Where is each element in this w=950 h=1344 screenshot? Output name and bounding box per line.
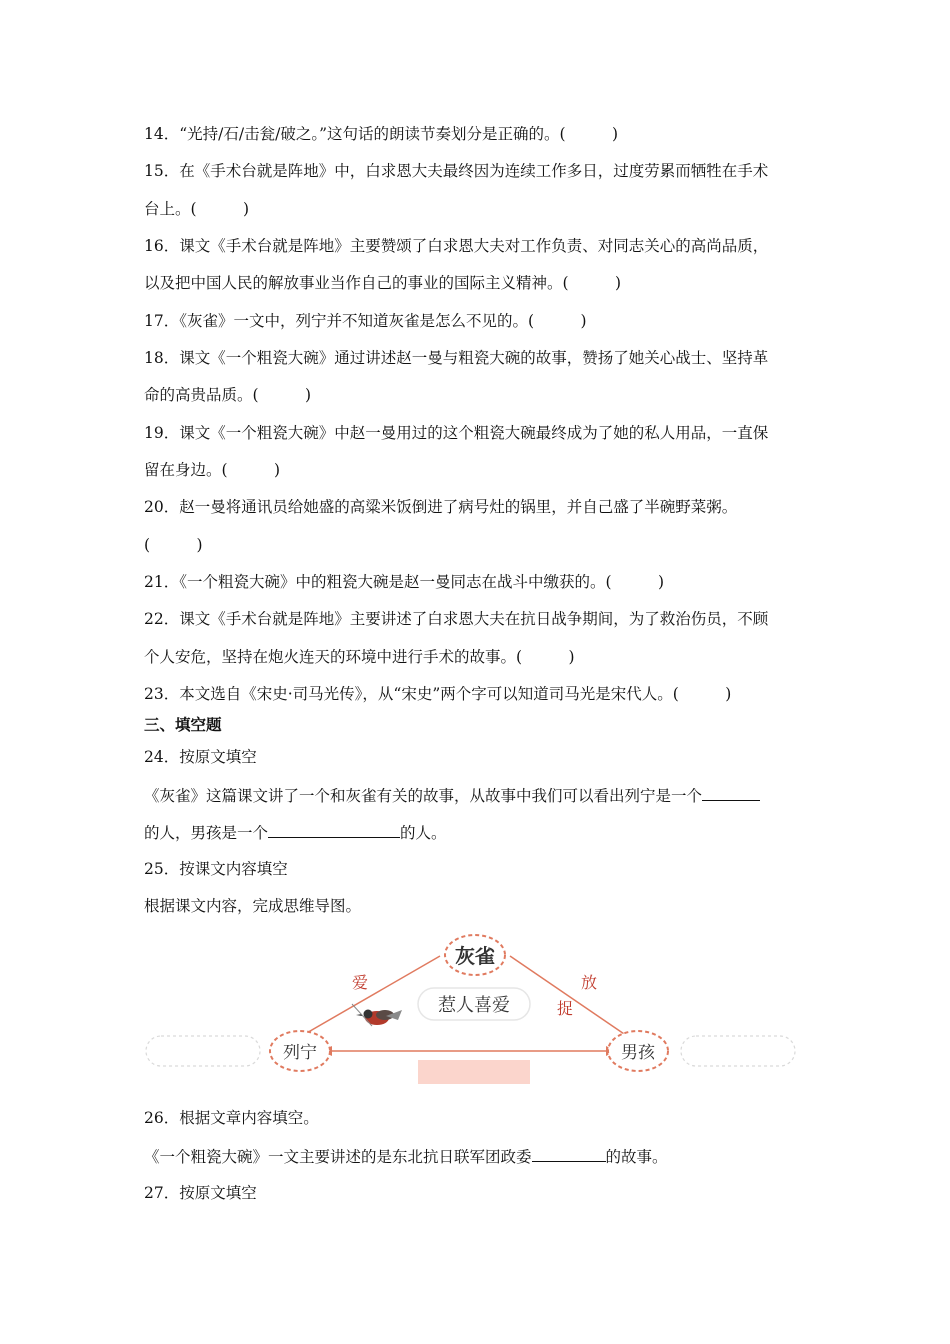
question-23: 23．本文选自《宋史·司马光传》，从“宋史”两个字可以知道司马光是宋代人。( ) [144, 685, 732, 703]
bird-icon [352, 1004, 402, 1026]
answer-box-left[interactable] [146, 1036, 260, 1066]
section-title-fill-in: 三、填空题 [144, 716, 222, 734]
question-18-line1: 18．课文《一个粗瓷大碗》通过讲述赵一曼与粗瓷大碗的故事，赞扬了她关心战士、坚持革 [144, 349, 769, 367]
question-17: 17．《灰雀》一文中，列宁并不知道灰雀是怎么不见的。( ) [144, 312, 587, 330]
question-24-prompt [144, 784, 760, 806]
question-27: 27．按原文填空 [144, 1184, 257, 1202]
answer-blank-boy[interactable] [268, 821, 400, 838]
question-16-line2: 以及把中国人民的解放事业当作自己的事业的国际主义精神。( ) [144, 274, 622, 292]
question-20-line2: ( ) [144, 536, 203, 554]
answer-blank-commissar[interactable] [532, 1145, 606, 1162]
edge-label-release: 放 [580, 973, 598, 992]
edge-label-catch: 捉 [556, 999, 574, 1018]
mind-map [140, 930, 810, 1090]
question-15-line1: 15．在《手术台就是阵地》中，白求恩大夫最终因为连续工作多日，过度劳累而牺牲在手术 [144, 162, 769, 180]
question-26-text: 《一个粗瓷大碗》一文主要讲述的是东北抗日联军团政委 [144, 1148, 532, 1166]
question-25: 25．按课文内容填空 [144, 860, 288, 878]
question-25-prompt: 根据课文内容，完成思维导图。 [144, 897, 362, 915]
question-18-line2: 命的高贵品质。( ) [144, 386, 312, 404]
node-left-label: 列宁 [283, 1043, 317, 1063]
edge-label-love: 爱 [351, 973, 369, 992]
question-19-line1: 19．课文《一个粗瓷大碗》中赵一曼用过的这个粗瓷大碗最终成为了她的私人用品，一直保 [144, 424, 769, 442]
question-26-prompt [144, 1145, 668, 1167]
question-16-line1: 16．课文《手术台就是阵地》主要赞颂了白求恩大夫对工作负责、对同志关心的高尚品质， [144, 237, 769, 255]
question-24-prompt-line2 [144, 821, 447, 843]
node-top-label: 灰雀 [455, 944, 495, 968]
question-19-line2: 留在身边。( ) [144, 461, 281, 479]
question-24: 24．按原文填空 [144, 748, 257, 766]
question-22-line1: 22．课文《手术台就是阵地》主要讲述了白求恩大夫在抗日战争期间，为了救治伤员，不顾 [144, 610, 769, 628]
question-15-line2: 台上。( ) [144, 200, 250, 218]
question-21: 21．《一个粗瓷大碗》中的粗瓷大碗是赵一曼同志在战斗中缴获的。( ) [144, 573, 665, 591]
question-24-text: 《灰雀》这篇课文讲了一个和灰雀有关的故事，从故事中我们可以看出列宁是一个 [144, 787, 703, 805]
question-20-line1: 20．赵一曼将通讯员给她盛的高粱米饭倒进了病号灶的锅里，并自己盛了半碗野菜粥。 [144, 498, 738, 516]
answer-box-bottom[interactable] [418, 1060, 530, 1084]
question-14: 14．“光持/石/击瓮/破之。”这句话的朗读节奏划分是正确的。( ) [144, 125, 619, 143]
center-label: 惹人喜爱 [438, 995, 510, 1016]
node-right-label: 男孩 [621, 1043, 655, 1063]
question-22-line2: 个人安危，坚持在炮火连天的环境中进行手术的故事。( ) [144, 648, 575, 666]
question-26: 26．根据文章内容填空。 [144, 1109, 319, 1127]
answer-box-right[interactable] [681, 1036, 795, 1066]
answer-blank-lenin[interactable] [702, 784, 760, 801]
question-24-text-3: 的人。 [400, 824, 447, 842]
question-26-text-2: 的故事。 [605, 1148, 668, 1166]
question-24-text-2: 的人，男孩是一个 [144, 824, 269, 842]
edge-top-left [298, 956, 440, 1038]
